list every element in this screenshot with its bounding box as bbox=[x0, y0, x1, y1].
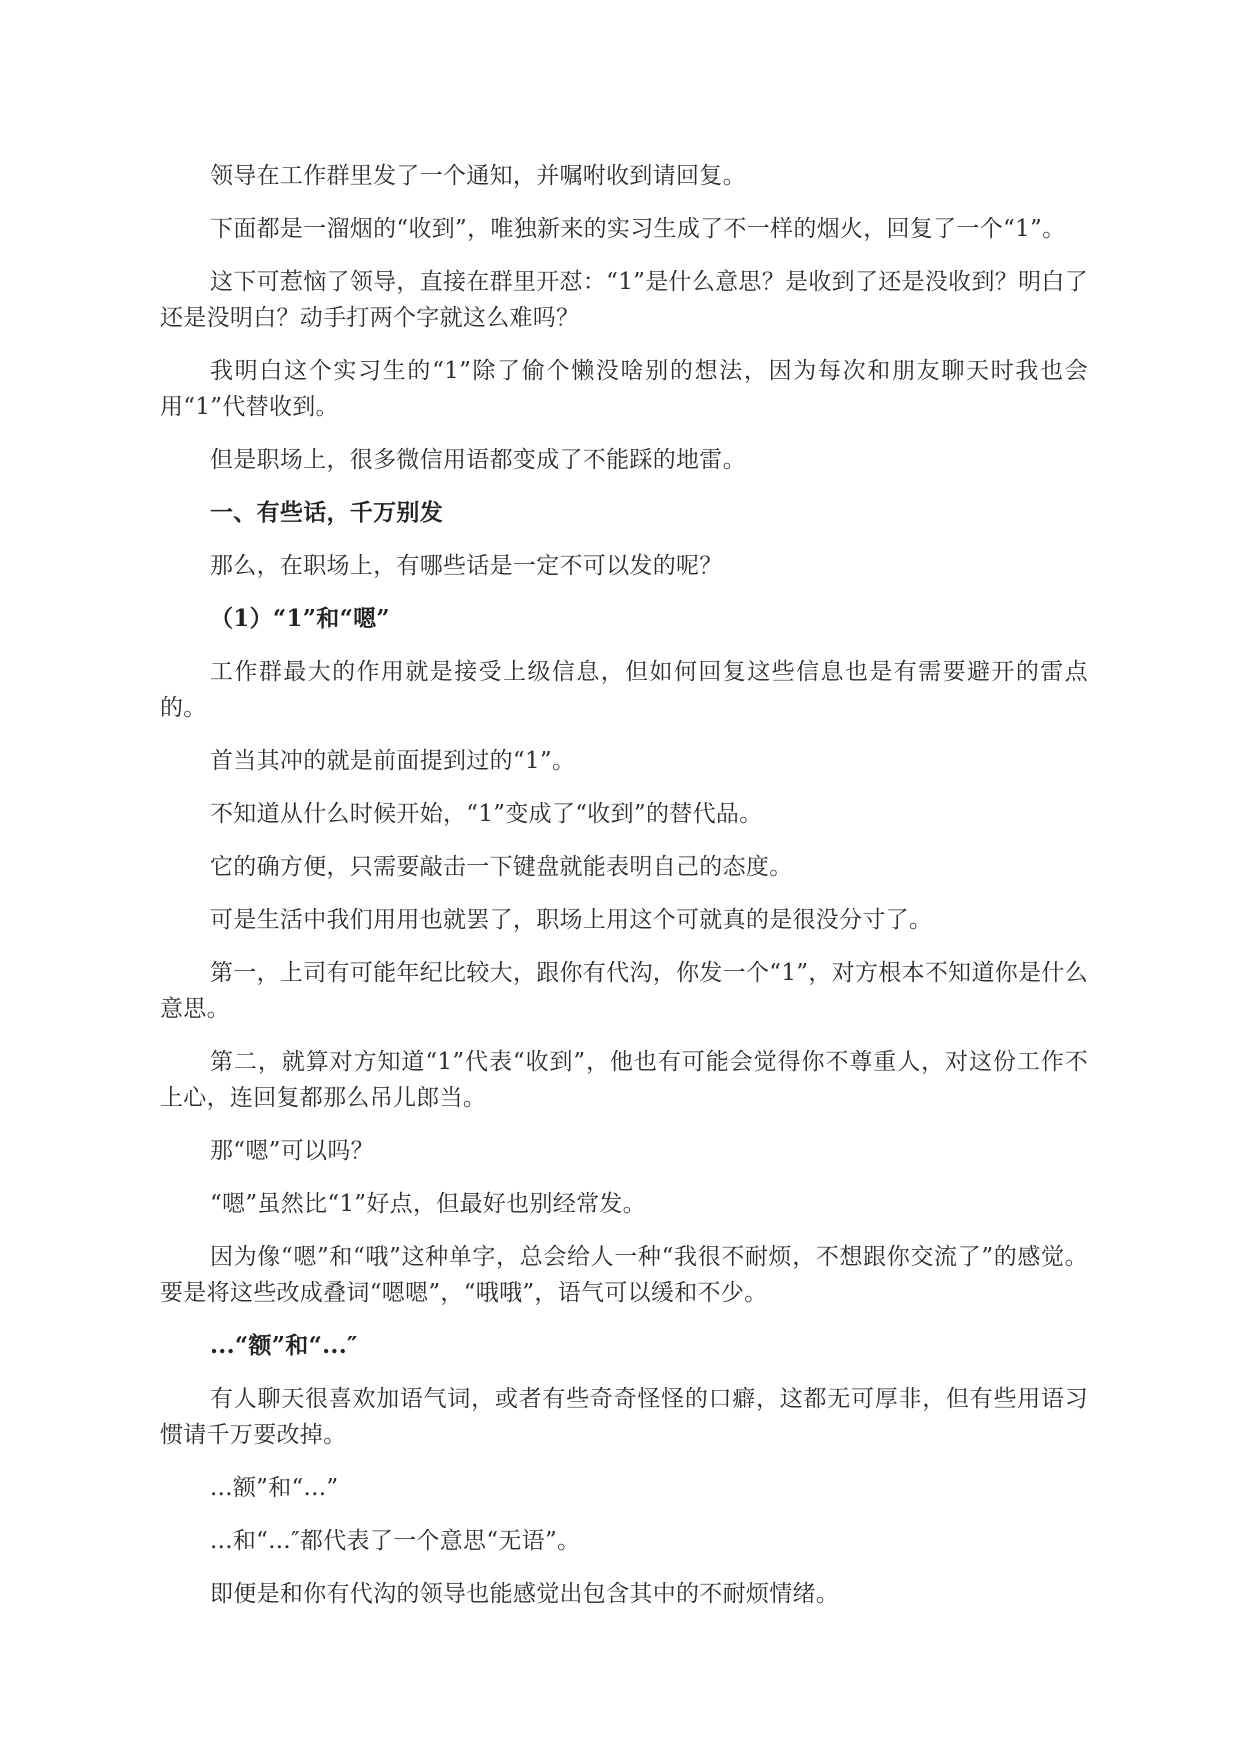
paragraph: 这下可惹恼了领导，直接在群里开怼：“1”是什么意思？是收到了还是没收到？明白了还是没明白？动手打两个字就这么难吗？ bbox=[160, 269, 1088, 331]
section-heading: 一、有些话，千万别发 bbox=[210, 499, 443, 526]
paragraph: 即便是和你有代沟的领导也能感觉出包含其中的不耐烦情绪。 bbox=[210, 1581, 840, 1607]
paragraph: 那么，在职场上，有哪些话是一定不可以发的呢？ bbox=[210, 553, 723, 579]
paragraph: ...和“...″都代表了一个意思“无语”。 bbox=[210, 1528, 581, 1554]
paragraph: 它的确方便，只需要敲击一下键盘就能表明自己的态度。 bbox=[210, 854, 793, 880]
paragraph: ...额”和“...” bbox=[210, 1475, 339, 1501]
paragraph: 因为像“嗯”和“哦”这种单字，总会给人一种“我很不耐烦，不想跟你交流了”的感觉。要是将这些改成叠词“嗯嗯”，“哦哦”，语气可以缓和不少。 bbox=[160, 1244, 1088, 1306]
paragraph: 下面都是一溜烟的“收到”，唯独新来的实习生成了不一样的烟火，回复了一个“1”。 bbox=[210, 216, 1066, 242]
paragraph: 领导在工作群里发了一个通知，并嘱咐收到请回复。 bbox=[210, 163, 746, 189]
paragraph: 有人聊天很喜欢加语气词，或者有些奇奇怪怪的口癖，这都无可厚非，但有些用语习惯请千万要改掉。 bbox=[160, 1386, 1088, 1448]
paragraph: “嗯”虽然比“1”好点，但最好也别经常发。 bbox=[210, 1191, 646, 1217]
paragraph: 那“嗯”可以吗？ bbox=[210, 1138, 374, 1164]
paragraph: 第一，上司有可能年纪比较大，跟你有代沟，你发一个“1”，对方根本不知道你是什么意思。 bbox=[160, 960, 1088, 1022]
subsection-heading: ...“额”和“...″ bbox=[210, 1332, 358, 1359]
paragraph: 可是生活中我们用用也就罢了，职场上用这个可就真的是很没分寸了。 bbox=[210, 907, 933, 933]
subsection-heading: （1）“1”和“嗯” bbox=[210, 605, 390, 632]
paragraph: 但是职场上，很多微信用语都变成了不能踩的地雷。 bbox=[210, 447, 746, 473]
paragraph: 第二，就算对方知道“1”代表“收到”，他也有可能会觉得你不尊重人，对这份工作不上心，连回复都那么吊儿郎当。 bbox=[160, 1049, 1088, 1111]
paragraph: 我明白这个实习生的“1”除了偷个懒没啥别的想法，因为每次和朋友聊天时我也会用“1”代替收到。 bbox=[160, 358, 1088, 420]
paragraph: 首当其冲的就是前面提到过的“1”。 bbox=[210, 748, 576, 774]
paragraph: 工作群最大的作用就是接受上级信息，但如何回复这些信息也是有需要避开的雷点的。 bbox=[160, 659, 1088, 721]
paragraph: 不知道从什么时候开始，“1”变成了“收到”的替代品。 bbox=[210, 801, 763, 827]
document-page bbox=[160, 158, 1088, 1629]
